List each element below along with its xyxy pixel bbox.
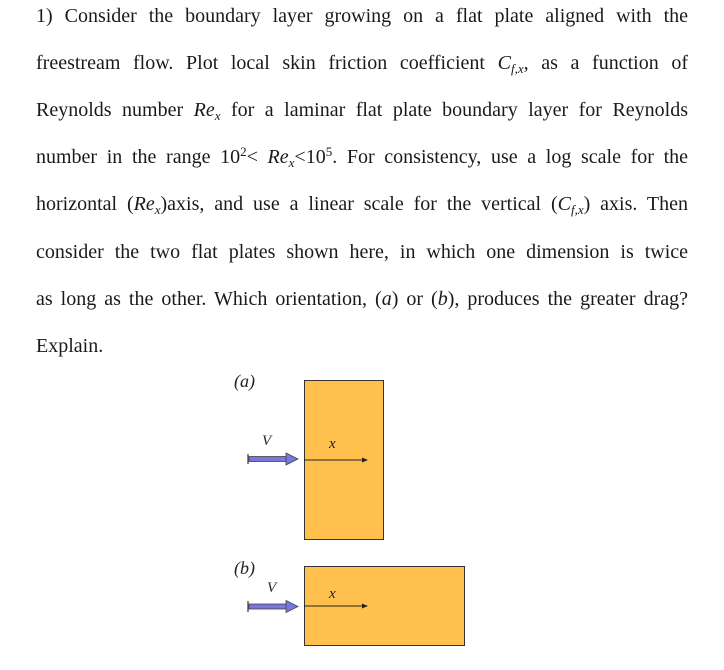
reynolds-symbol-3	[134, 193, 161, 215]
x-axis-arrow-icon-b	[304, 602, 370, 610]
problem-line-1: 1) Consider the boundary layer growing on a flat plate aligned with the	[36, 5, 688, 27]
line2-text-end: , as a function of	[523, 52, 689, 74]
coord-label-b: x	[329, 586, 336, 602]
flow-arrow-icon-a	[246, 450, 300, 466]
line3-text: Reynolds number	[36, 99, 184, 121]
re-subscript-3: x	[154, 202, 161, 217]
velocity-label-a: V	[262, 433, 272, 449]
line2-text: freestream flow. Plot local skin friction coefficient	[36, 52, 485, 74]
line7-text-mid: ) or (	[391, 288, 438, 310]
line3-text-end: for a laminar flat plate boundary layer for Reynolds	[230, 99, 689, 121]
line7-text-end: ), produces the greater drag?	[447, 288, 689, 310]
problem-line-3	[36, 98, 688, 122]
cf-subscript: f,x	[510, 61, 524, 76]
less-than-2: <10	[294, 146, 326, 168]
re-symbol: Re	[193, 99, 215, 121]
problem-line-4	[36, 145, 688, 169]
option-b: b	[437, 288, 448, 310]
exponent-5: 5	[325, 144, 333, 159]
re-symbol-2: Re	[267, 146, 289, 168]
problem-line-5	[36, 192, 688, 216]
re-symbol-3: Re	[133, 193, 155, 215]
skin-friction-symbol	[498, 52, 524, 74]
cf-symbol: C	[497, 52, 511, 74]
figure-label-b: (b)	[234, 558, 255, 578]
line5-text-mid: )axis, and use a linear scale for the vertical (	[160, 193, 558, 215]
problem-line-2	[36, 51, 688, 75]
option-a: a	[381, 288, 392, 310]
line5-text-end: ) axis. Then	[583, 193, 689, 215]
problem-line-6: consider the two flat plates shown here, in which one dimension is twice	[36, 241, 688, 263]
x-axis-arrow-icon-a	[304, 456, 370, 464]
re-subscript: x	[214, 108, 221, 123]
line4-text-end: . For consistency, use a log scale for the	[332, 146, 689, 168]
flow-arrow-icon-b	[246, 598, 300, 614]
figure-label-a: (a)	[234, 371, 255, 391]
velocity-label-b: V	[267, 580, 277, 596]
cf-symbol-2: C	[557, 193, 571, 215]
less-than-1: <	[246, 146, 258, 168]
cf-subscript-2: f,x	[570, 202, 584, 217]
reynolds-symbol-2	[268, 146, 295, 168]
exponent-2: 2	[240, 144, 247, 159]
line7-text: as long as the other. Which orientation, (	[36, 288, 382, 310]
reynolds-symbol	[194, 99, 221, 121]
skin-friction-symbol-2	[558, 193, 584, 215]
line5-text: horizontal (	[36, 193, 134, 215]
coord-label-a: x	[329, 436, 336, 452]
problem-line-8: Explain.	[36, 335, 104, 357]
line4-text: number in the range 10	[36, 146, 241, 168]
problem-line-7	[36, 287, 688, 311]
re-subscript-2: x	[288, 155, 295, 170]
